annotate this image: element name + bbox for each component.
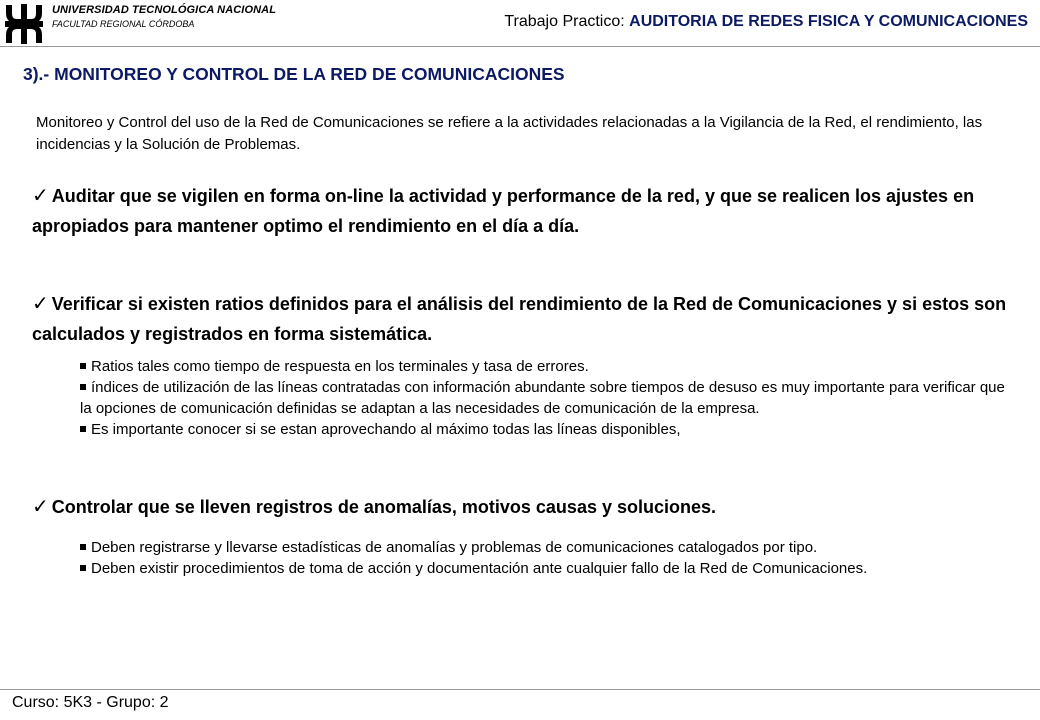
- intro-paragraph: Monitoreo y Control del uso de la Red de Comunicaciones se refiere a la actividades relacionadas a la Vigilancia de la Red, el rendimiento, las incidencias y la Solución de Problemas.: [36, 114, 983, 153]
- list-item: índices de utilización de las líneas contratadas con información abundante sobre tiempos de desuso es muy importante para verificar que la opciones de comunicación definidas se adaptan a las necesidades de comunicación de la empresa.: [80, 379, 1005, 417]
- sub-list-anomalies: [80, 537, 1010, 579]
- check-item-text: Verificar si existen ratios definidos para el análisis del rendimiento de la Red de Comunicaciones y si estos son calculados y registrados en forma sistemática.: [32, 294, 1007, 344]
- list-item: Es importante conocer si se estan aprovechando al máximo todas las líneas disponibles,: [80, 419, 1010, 440]
- check-item-text: Controlar que se lleven registros de anomalías, motivos causas y soluciones.: [51, 497, 716, 517]
- check-item-text: Auditar que se vigilen en forma on-line la actividad y performance de la red, y que se realicen los ajustes en apropiados para mantener optimo el rendimiento en el día a día.: [32, 186, 975, 236]
- faculty-name: FACULTAD REGIONAL CÓRDOBA: [52, 19, 195, 29]
- utn-logo-icon: [3, 2, 45, 46]
- check-item-1: [32, 181, 1022, 241]
- footer-divider: [0, 689, 1040, 690]
- document-title: [504, 13, 1028, 31]
- list-item: Ratios tales como tiempo de respuesta en los terminales y tasa de errores.: [80, 356, 1010, 377]
- square-bullet-icon: [80, 544, 86, 550]
- university-name: UNIVERSIDAD TECNOLÓGICA NACIONAL: [52, 4, 277, 16]
- checkmark-icon: ✓: [32, 185, 49, 207]
- footer-course-group: Curso: 5K3 - Grupo: 2: [12, 694, 169, 711]
- list-item: Deben registrarse y llevarse estadísticas de anomalías y problemas de comunicaciones catalogados por tipo.: [80, 537, 1010, 558]
- square-bullet-icon: [80, 426, 86, 432]
- checkmark-icon: ✓: [32, 496, 49, 518]
- list-item: Deben existir procedimientos de toma de acción y documentación ante cualquier fallo de la Red de Comunicaciones.: [80, 558, 1010, 579]
- document-title-prefix: Trabajo Practico:: [504, 13, 630, 30]
- check-item-2: [32, 289, 1022, 349]
- square-bullet-icon: [80, 565, 86, 571]
- square-bullet-icon: [80, 384, 86, 390]
- document-title-main: AUDITORIA DE REDES FISICA Y COMUNICACIONES: [629, 13, 1028, 30]
- sub-list-ratios: [80, 356, 1010, 440]
- square-bullet-icon: [80, 363, 86, 369]
- header-divider: [0, 46, 1040, 47]
- check-item-3: [32, 492, 1022, 522]
- section-title: 3).- MONITOREO Y CONTROL DE LA RED DE COMUNICACIONES: [23, 64, 565, 84]
- checkmark-icon: ✓: [32, 293, 49, 315]
